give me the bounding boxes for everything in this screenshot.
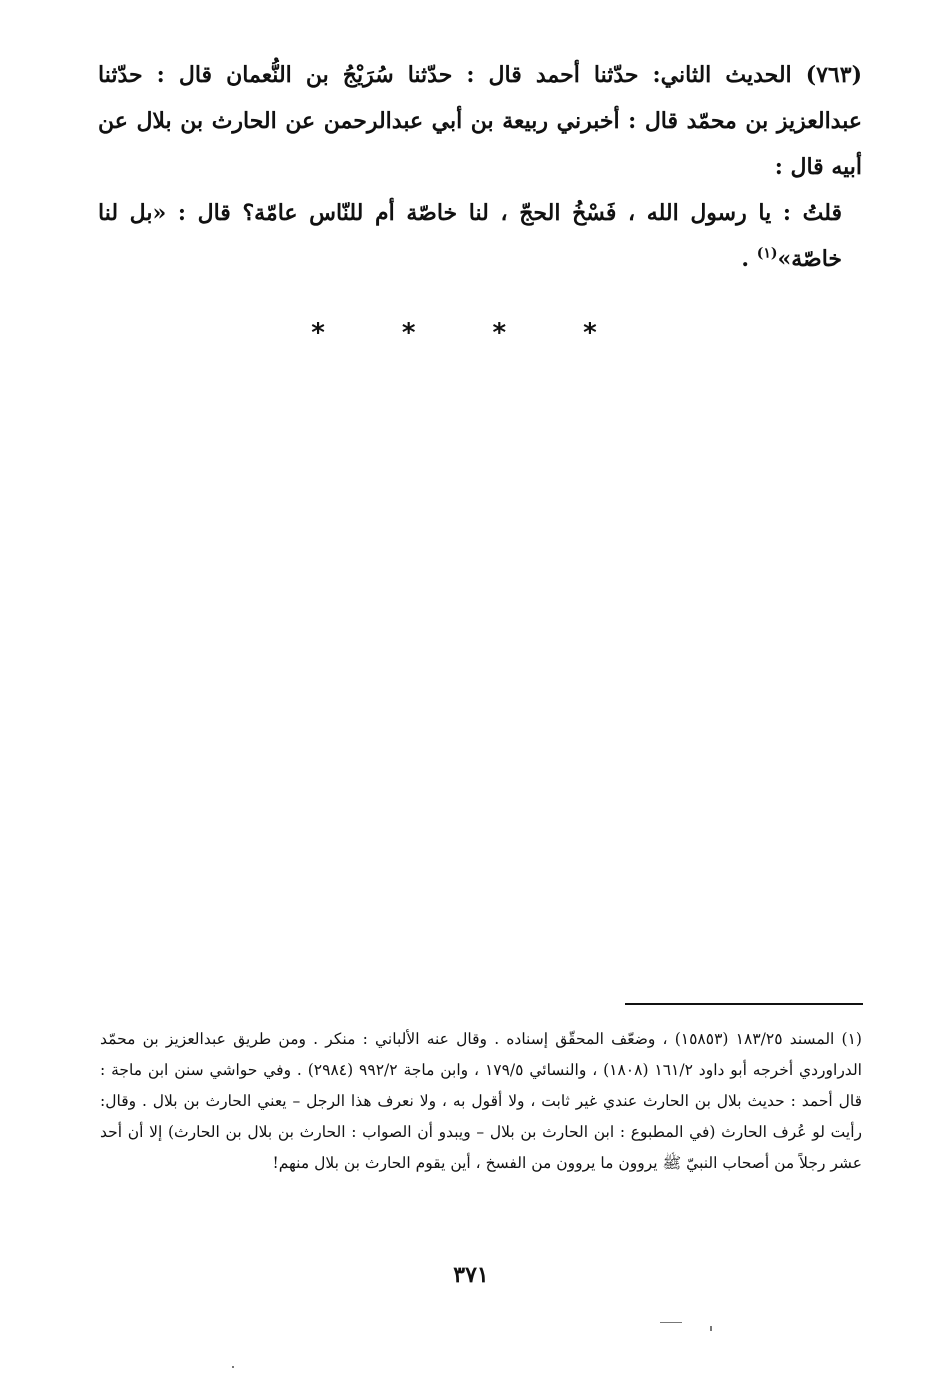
- scan-speck: [710, 1326, 712, 1331]
- page-number: ٣٧١: [453, 1262, 489, 1288]
- main-text-block: [98, 52, 862, 282]
- footnotes-block: [100, 1024, 862, 1179]
- footnote-1: (١) المسند ١٨٣/٢٥ (١٥٨٥٣) ، وضعّف المحقّق إسناده . وقال عنه الألباني : منكر . ومن طريق عبدالعزيز بن محمّد الدراوردي أخرجه أبو داود ١٦١/٢ (١٨٠٨) ، والنسائي ١٧٩/٥ ، وابن ماجة ٩٩٢/٢ (٢٩٨٤) . وفي حواشي سنن ابن ماجة : قال أحمد : حديث بلال بن الحارث عندي غير ثابت ، ولا أقول به ، ولا نعرف هذا الرجل – يعني الحارث بن بلال . وقال: رأيت لو عُرف الحارث (في المطبوع : ابن الحارث بن بلال – ويبدو أن الصواب : الحارث بن بلال بن الحارث) إلا أن أحد عشر رجلاً من أصحاب النبيّ ﷺ يروون ما يروون من الفسخ ، أين يقوم الحارث بن بلال منهم!: [100, 1030, 862, 1172]
- hadith-matn-paragraph: [98, 190, 862, 282]
- hadith-number-label: (٧٦٣) الحديث الثاني:: [652, 62, 862, 88]
- scan-speck: [660, 1322, 682, 1323]
- hadith-matn-text: قلتُ : يا رسول الله ، فَسْخُ الحجّ ، لنا خاصّة أم للنّاس عامّة؟ قال : «بل لنا خاصّة»: [98, 200, 842, 272]
- section-separator: * * * *: [311, 318, 631, 348]
- footnote-reference: (١): [756, 245, 778, 262]
- scan-speck: [232, 1366, 234, 1368]
- hadith-paragraph: [98, 52, 862, 190]
- hadith-matn-end: .: [741, 246, 757, 272]
- footnote-divider: [625, 1003, 863, 1005]
- hadith-isnad-text: حدّثنا أحمد قال : حدّثنا سُرَيْجُ بن النُّعمان قال : حدّثنا عبدالعزيز بن محمّد قال : أخبرني ربيعة بن أبي عبدالرحمن عن الحارث بن بلال عن أبيه قال :: [98, 62, 862, 180]
